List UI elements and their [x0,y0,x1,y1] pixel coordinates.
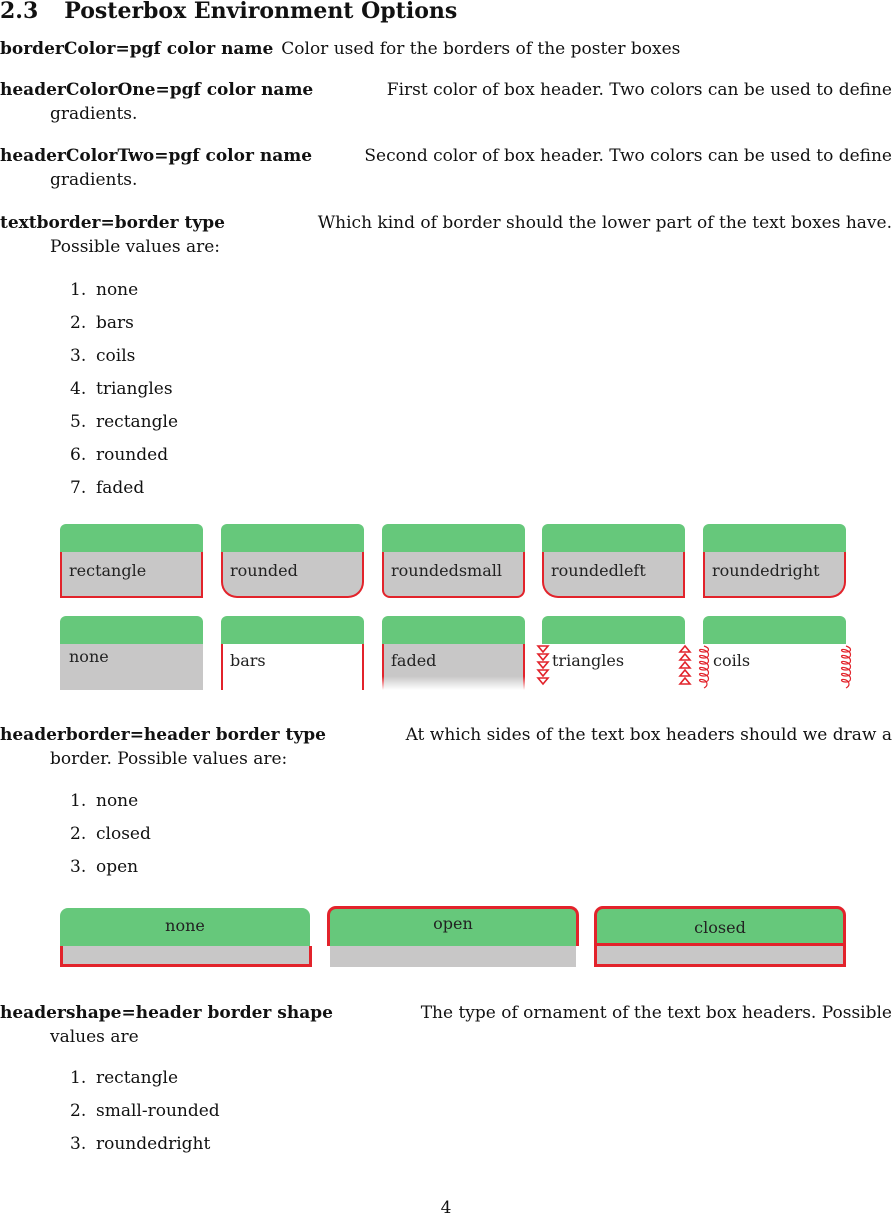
option-headercolorone [0,74,892,131]
option-desc-line1: The type of ornament of the text box headers. Possible [420,1003,892,1023]
option-desc-line2: border. Possible values are: [50,749,288,769]
option-desc: Color used for the borders of the poster boxes [281,39,681,59]
box-header [221,524,364,552]
option-term: headerColorTwo=pgf color name [0,146,313,166]
textborder-list [70,274,178,505]
list-item: 2. small-rounded [70,1101,220,1121]
option-desc-line1: Second color of box header. Two colors can be used to define [364,146,892,166]
option-term: headerColorOne=pgf color name [0,80,314,100]
box-label: closed [694,918,746,937]
example-box-faded [382,616,526,692]
box-header [221,616,364,644]
example-header-none [60,908,312,970]
list-item: 4. triangles [70,379,173,399]
option-desc-line2: gradients. [50,104,138,124]
option-term: borderColor=pgf color name [0,39,274,59]
list-item: 2. bars [70,313,134,333]
option-desc-line2: gradients. [50,170,138,190]
list-item: 1. none [70,280,139,300]
example-box-none [60,616,204,692]
triangle-border-right [678,644,692,692]
page-number: 4 [440,1198,452,1218]
list-item: 1. none [70,791,139,811]
headershape-list [70,1062,220,1161]
example-box-roundedleft [542,524,686,600]
section-title-text: Posterbox Environment Options [64,0,458,24]
option-headerborder [0,719,892,776]
box-header [703,524,846,552]
box-header [542,524,685,552]
option-headercolortwo [0,140,892,197]
box-body [594,946,846,967]
box-label: rectangle [69,561,147,580]
box-label: faded [391,651,437,670]
headerborder-figure [0,900,892,975]
example-box-roundedsmall [382,524,526,600]
example-header-open [327,906,579,970]
box-label: none [165,916,205,935]
list-item: 5. rectangle [70,412,179,432]
list-item: 7. faded [70,478,145,498]
box-body [60,946,312,967]
list-item: 3. coils [70,346,136,366]
list-item: 3. roundedright [70,1134,211,1154]
box-header [60,616,203,644]
box-label: coils [713,651,751,670]
box-label: triangles [552,651,625,670]
example-box-rectangle [60,524,204,600]
option-term: textborder=border type [0,213,225,233]
box-header [60,524,203,552]
box-header [382,524,525,552]
option-term: headershape=header border shape [0,1003,333,1023]
option-bordercolor [0,33,892,66]
option-desc-line2: values are [50,1027,139,1047]
list-item: 1. rectangle [70,1068,179,1088]
option-desc-line1: First color of box header. Two colors can be used to define [386,80,892,100]
section-number: 2.3 [0,0,39,24]
box-label: roundedright [712,561,820,580]
box-header [542,616,685,644]
example-box-triangles [542,616,686,692]
example-box-rounded [221,524,365,600]
triangle-border-left [536,644,550,692]
box-label: roundedleft [551,561,646,580]
example-box-roundedright [703,524,847,600]
example-box-coils [703,616,847,692]
box-label: open [433,914,473,933]
section-title [0,0,457,24]
option-term: headerborder=header border type [0,725,326,745]
example-header-closed [594,906,846,970]
coil-border-right [839,644,853,692]
box-header [382,616,525,644]
option-desc-line1: Which kind of border should the lower part of the text boxes have. [317,213,892,233]
box-header [703,616,846,644]
list-item: 3. open [70,857,139,877]
option-desc-line1: At which sides of the text box headers should we draw a [405,725,892,745]
box-label: rounded [230,561,298,580]
textborder-figure [0,520,892,700]
example-box-bars [221,616,365,692]
coil-border-left [697,644,711,692]
list-item: 2. closed [70,824,151,844]
option-headershape [0,997,892,1054]
box-body [330,946,576,967]
option-desc-line2: Possible values are: [50,237,221,257]
box-label: none [69,647,109,666]
headerborder-list [70,785,151,884]
box-label: roundedsmall [391,561,502,580]
box-label: bars [230,651,266,670]
option-textborder [0,207,892,264]
list-item: 6. rounded [70,445,169,465]
